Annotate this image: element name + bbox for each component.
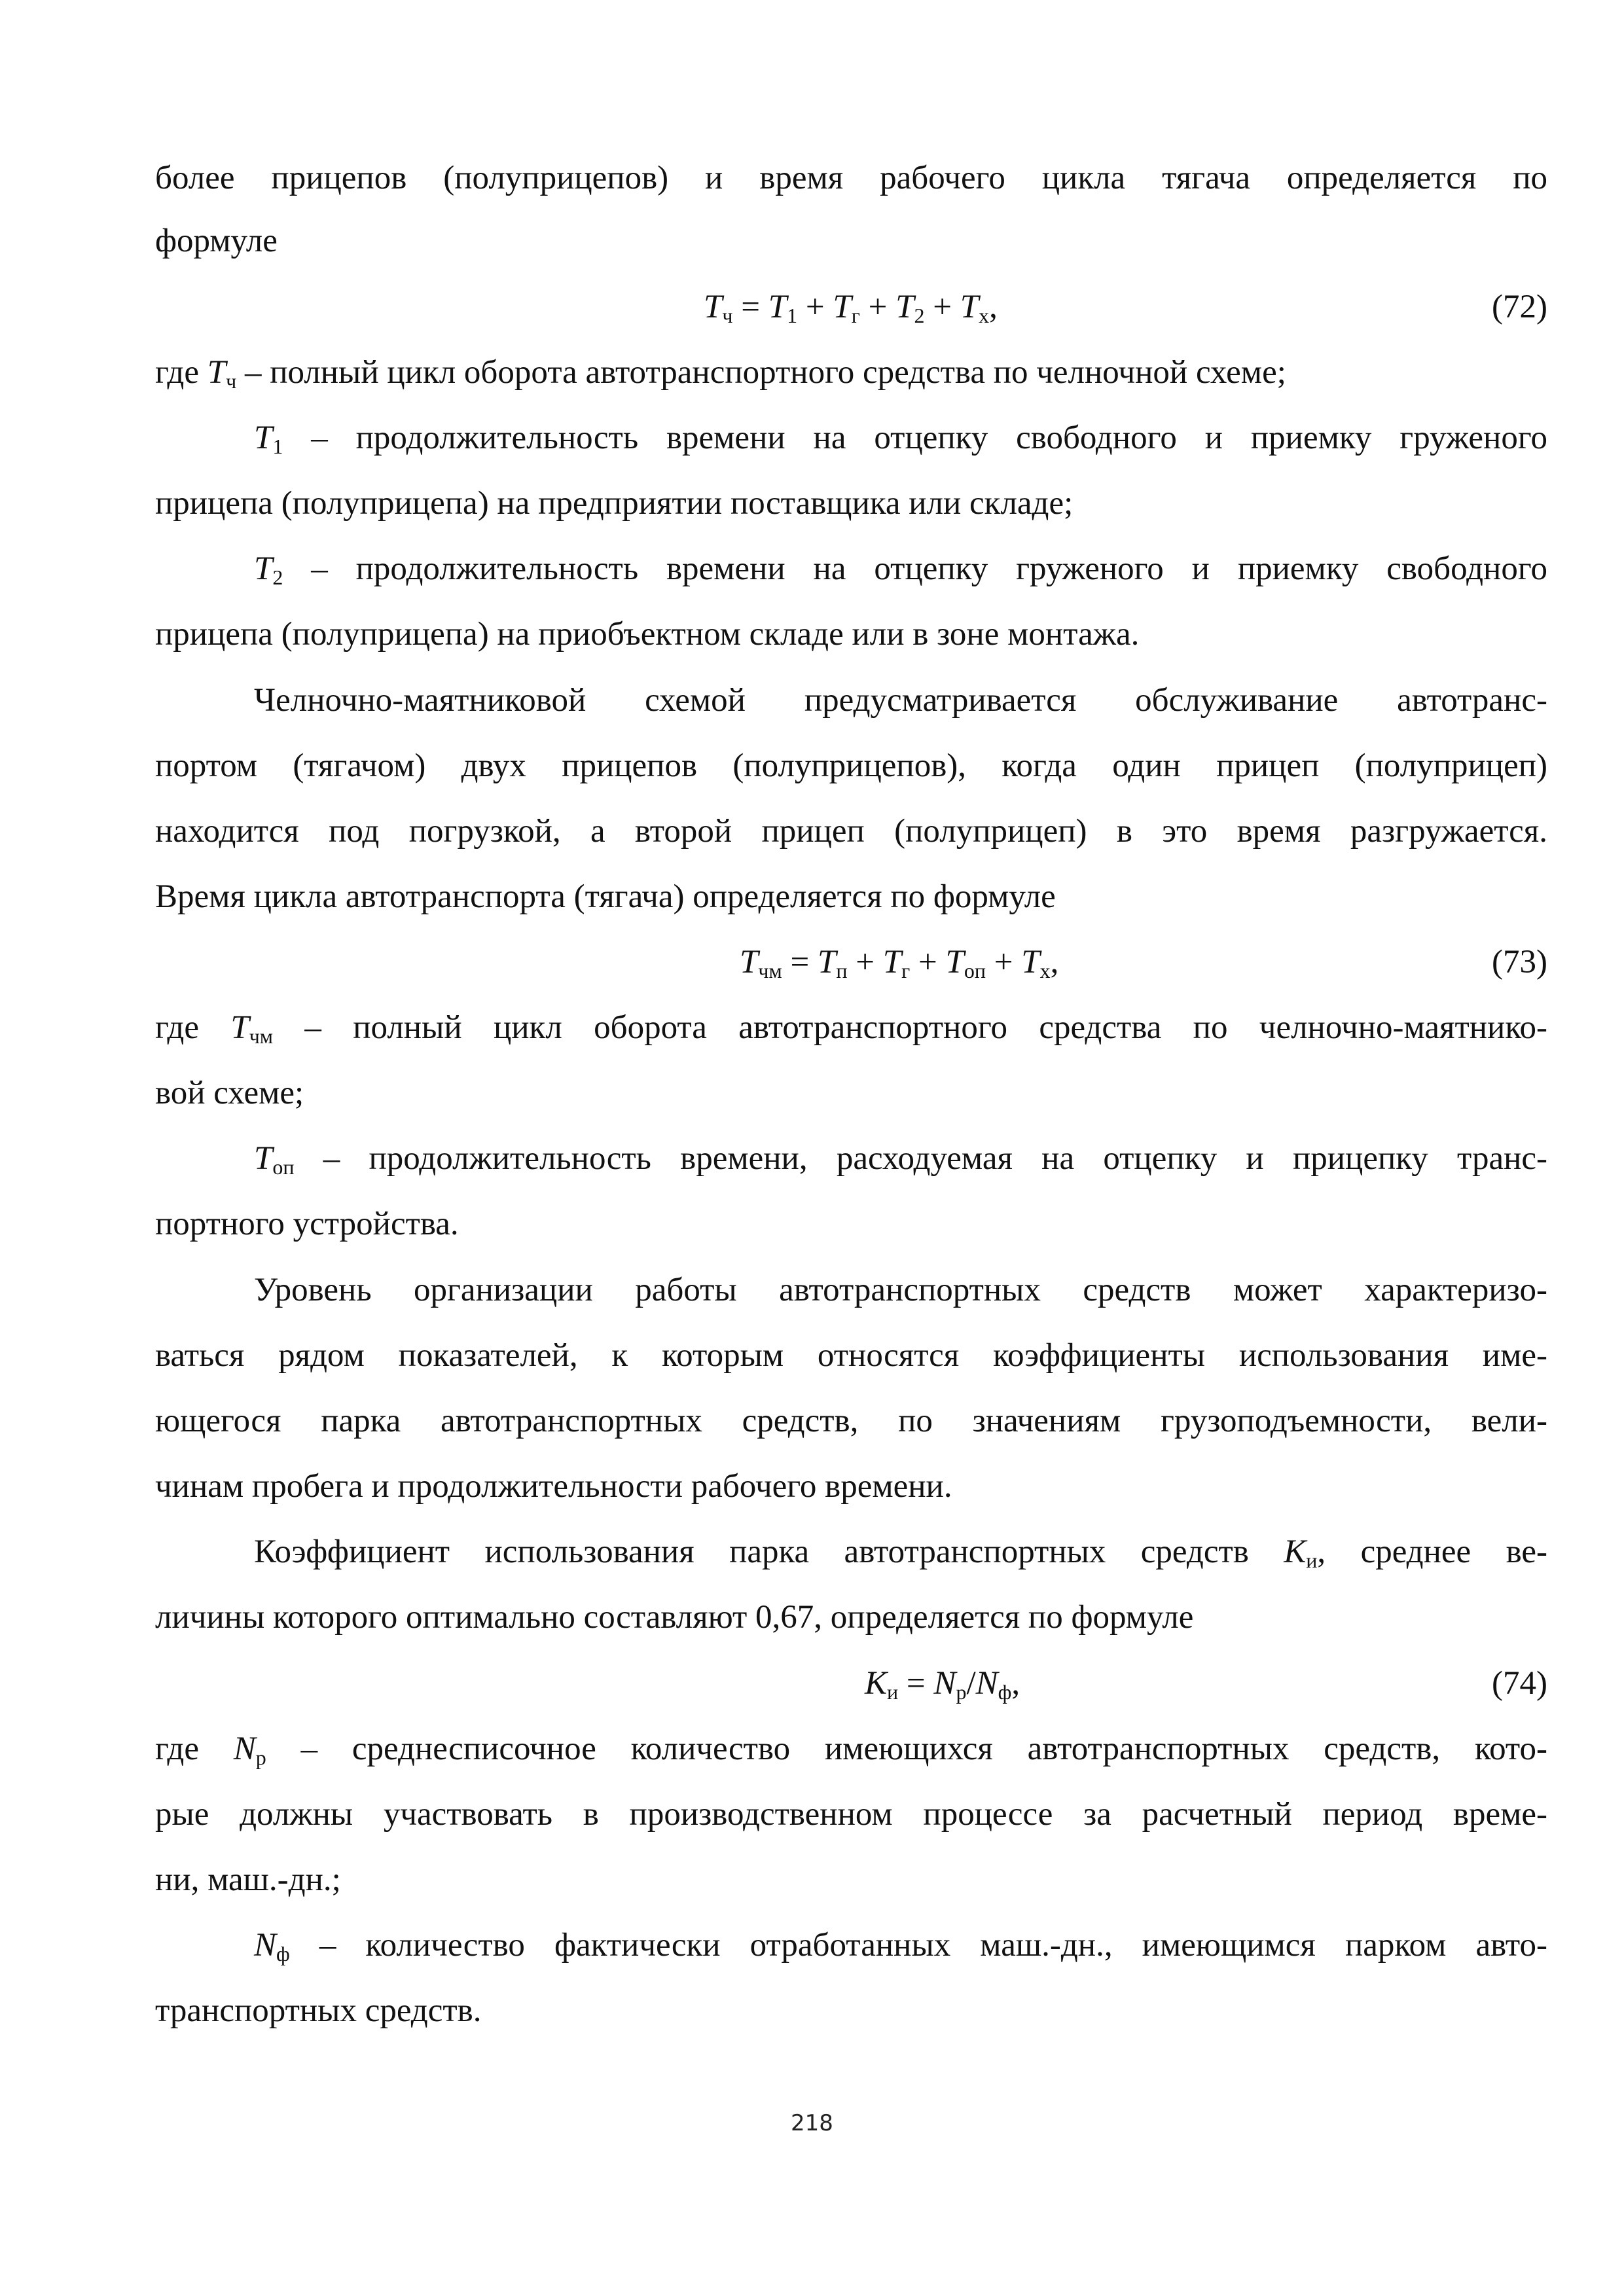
paragraph-line: более прицепов (полуприцепов) и время рабочего цикла тягача определяется по [155, 160, 1547, 196]
paragraph-line: $T_1$ – продолжительность времени на отцепку свободного и приемку груженого [254, 420, 1547, 458]
paragraph-line: ни, маш.-дн.; [155, 1861, 341, 1898]
paragraph-line: где $N_р$ – среднесписочное количество имеющихся автотранспортных средств, кото- [155, 1731, 1547, 1769]
paragraph-line: прицепа (полуприцепа) на приобъектном складе или в зоне монтажа. [155, 616, 1140, 653]
paragraph-line: формуле [155, 223, 278, 259]
paragraph-line: $T_2$ – продолжительность времени на отцепку груженого и приемку свободного [254, 550, 1547, 589]
formula-number: (74) [1492, 1665, 1547, 1702]
page-number: 218 [791, 2110, 833, 2136]
paragraph-line: $N_ф$ – количество фактически отработанных маш.-дн., имеющимся парком авто- [254, 1927, 1547, 1965]
paragraph-line: Уровень организации работы автотранспортных средств может характеризо- [254, 1272, 1547, 1308]
formula-expression: $T_ч = T_1 + T_г + T_2 + T_х$, [704, 289, 998, 327]
paragraph-line: Коэффициент использования парка автотранспортных средств $K_и$, среднее ве- [254, 1534, 1547, 1572]
paragraph-line: личины которого оптимально составляют 0,67, определяется по формуле [155, 1599, 1194, 1636]
paragraph-line: портом (тягачом) двух прицепов (полуприцепов), когда один прицеп (полуприцеп) [155, 747, 1547, 784]
formula-number: (72) [1492, 289, 1547, 325]
paragraph-line: вой схеме; [155, 1075, 304, 1111]
paragraph-line: находится под погрузкой, а второй прицеп (полуприцеп) в это время разгружается. [155, 813, 1547, 850]
paragraph-line: $T_{оп}$ – продолжительность времени, расходуемая на отцепку и прицепку транс- [254, 1140, 1547, 1179]
paragraph-line: Время цикла автотранспорта (тягача) определяется по формуле [155, 878, 1056, 915]
formula-number: (73) [1492, 944, 1547, 980]
paragraph-line: Челночно-маятниковой схемой предусматривается обслуживание автотранс- [254, 682, 1547, 719]
paragraph-line: ваться рядом показателей, к которым относятся коэффициенты использования име- [155, 1337, 1547, 1374]
paragraph-line: чинам пробега и продолжительности рабочего времени. [155, 1468, 952, 1505]
paragraph-line: портного устройства. [155, 1206, 459, 1242]
paragraph-line: прицепа (полуприцепа) на предприятии поставщика или складе; [155, 485, 1074, 522]
paragraph-line: где $T_ч$ – полный цикл оборота автотранспортного средства по челночной схеме; [155, 354, 1286, 393]
paragraph-line: транспортных средств. [155, 1992, 482, 2029]
formula-expression: $K_и = N_р/N_ф$, [865, 1665, 1020, 1704]
formula-expression: $T_{чм} = T_п + T_г + T_{оп} + T_х$, [740, 944, 1059, 982]
paragraph-line: рые должны участвовать в производственном процессе за расчетный период време- [155, 1796, 1547, 1833]
paragraph-line: где $T_{чм}$ – полный цикл оборота автотранспортного средства по челночно-маятнико- [155, 1009, 1548, 1048]
paragraph-line: ющегося парка автотранспортных средств, по значениям грузоподъемности, вели- [155, 1403, 1547, 1439]
